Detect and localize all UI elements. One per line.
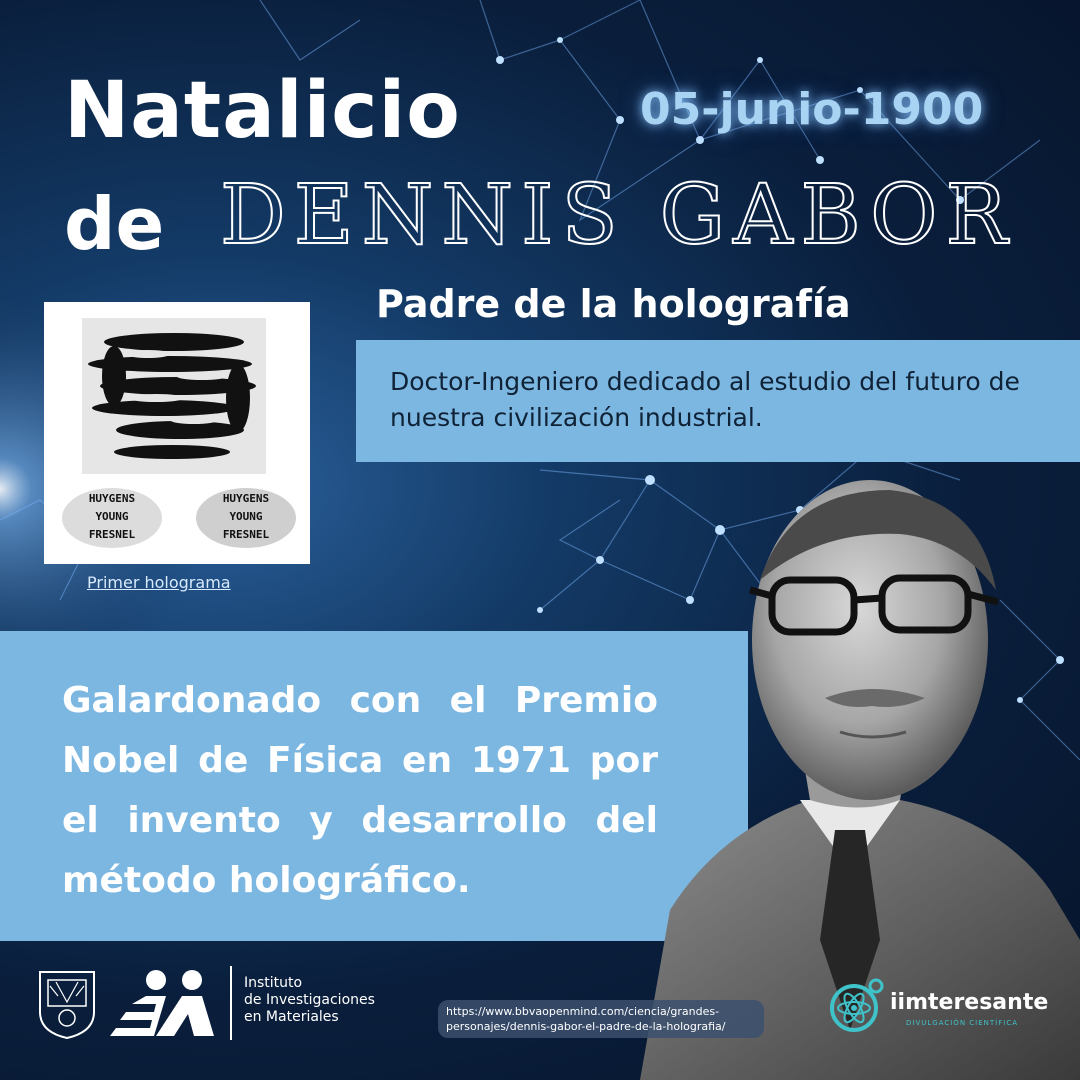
hologram-label-right [196,488,296,548]
title-natalicio: Natalicio [64,66,461,156]
institute-name [244,975,375,1026]
title-de: de [64,182,165,266]
left-label-2: YOUNG [95,510,129,523]
description-text: Doctor-Ingeniero dedicado al estudio del futuro de nuestra civilización industrial. [390,367,1020,432]
hologram-label-left [62,488,162,548]
description-box [356,340,1080,462]
iim-logo [110,966,218,1038]
title-name: DENNIS GABOR [220,168,1016,263]
institute-line-2: de Investigaciones [244,992,375,1008]
right-label-3: FRESNEL [222,528,270,541]
atom-icon [824,976,886,1034]
hologram-caption-link[interactable]: Primer holograma [87,573,231,592]
brand-name: iimteresante [890,990,1049,1015]
institute-line-1: Instituto [244,975,303,991]
unam-logo [36,968,98,1040]
interference-pattern [82,318,266,474]
left-label-3: FRESNEL [88,528,136,541]
right-label-1: HUYGENS [222,492,270,505]
subtitle: Padre de la holografía [376,282,851,326]
source-url[interactable]: https://www.bbvaopenmind.com/ciencia/grandes-personajes/dennis-gabor-el-padre-de-la-holografia/ [438,1000,764,1038]
birth-date: 05-junio-1900 [640,84,984,135]
left-label-1: HUYGENS [88,492,136,505]
brand-tagline: DIVULGACIÓN CIENTÍFICA [906,1019,1018,1027]
right-label-2: YOUNG [229,510,263,523]
first-hologram-image [44,302,310,564]
institute-line-3: en Materiales [244,1009,339,1025]
footer-divider [230,966,232,1040]
nobel-text: Galardonado con el Premio Nobel de Física en 1971 por el invento y desarrollo del método holográfico. [62,680,658,901]
